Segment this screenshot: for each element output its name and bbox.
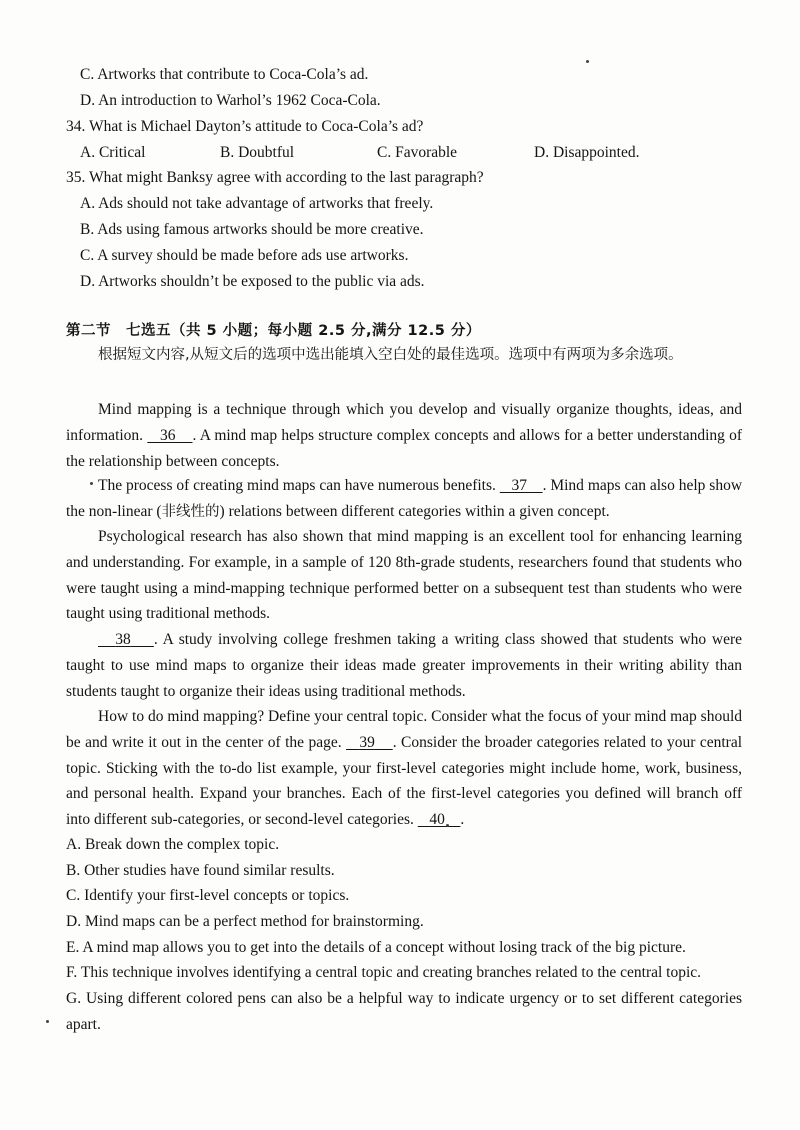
- blank-38-number: 38: [115, 631, 131, 648]
- paragraph-5-text-b: . Consider the broader categories related to your central topic. Sticking with the to-do list example, your first-level categories might include home, work, business, and personal health. Expand your branches. Each of the first-level categories you defined will branch off into different sub-categories, or second-level categories.: [66, 733, 743, 829]
- q33-option-d: D. An introduction to Warhol’s 1962 Coca-Cola.: [80, 92, 381, 109]
- option-g: G. Using different colored pens can also be a helpful way to indicate urgency or to set different categories apart.: [66, 990, 742, 1033]
- q35-option-d: D. Artworks shouldn’t be exposed to the public via ads.: [80, 273, 425, 290]
- blank-40-number: 40: [429, 811, 445, 829]
- q34-option-c: C. Favorable: [377, 144, 458, 161]
- section-instruction: 根据短文内容,从短文后的选项中选出能填入空白处的最佳选项。选项中有两项为多余选项。: [98, 347, 683, 363]
- scan-speck: [46, 1020, 49, 1023]
- scan-speck: [90, 482, 93, 485]
- option-e: E. A mind map allows you to get into the details of a concept without losing track of the big picture.: [66, 939, 686, 956]
- blank-36-number: 36: [160, 426, 176, 444]
- paragraph-2-text-a: The process of creating mind maps can have numerous benefits.: [98, 477, 496, 494]
- paragraph-2-text-b: . Mind maps can also help show the non-linear (: [66, 477, 743, 520]
- paragraph-1-text-b: . A mind map helps structure complex concepts and allows for a better understanding of the relationship between concepts.: [66, 426, 743, 470]
- paragraph-4: [66, 627, 742, 704]
- q34-option-a: A. Critical: [80, 144, 146, 161]
- option-d: D. Mind maps can be a perfect method for brainstorming.: [66, 913, 424, 930]
- blank-39: [346, 734, 393, 751]
- paragraph-1: [66, 397, 742, 474]
- q34-option-b: B. Doubtful: [220, 144, 295, 161]
- blank-36: [147, 427, 192, 444]
- q34-stem: 34. What is Michael Dayton’s attitude to Coca-Cola’s ad?: [66, 118, 424, 135]
- q35-option-c: C. A survey should be made before ads use artworks.: [80, 247, 409, 264]
- q35-option-a: A. Ads should not take advantage of artworks that freely.: [80, 195, 434, 212]
- q35-option-b: B. Ads using famous artworks should be more creative.: [80, 221, 424, 238]
- scan-speck: [446, 824, 449, 827]
- paragraph-2: [66, 473, 742, 526]
- blank-37-number: 37: [511, 477, 527, 494]
- paragraph-3: Psychological research has also shown that mind mapping is an excellent tool for enhancing learning and understanding. For example, in a sample of 120 8th-grade students, researchers found that students who were taught using a mind-mapping technique performed better on a subsequent test than students who were taught using traditional methods.: [66, 528, 742, 623]
- blank-40: [418, 811, 461, 828]
- q33-option-c: C. Artworks that contribute to Coca-Cola’s ad.: [80, 66, 369, 83]
- blank-39-number: 39: [359, 733, 375, 751]
- scan-speck: [586, 60, 589, 63]
- paragraph-2-chinese-gloss: 非线性的: [161, 503, 220, 520]
- option-f: F. This technique involves identifying a central topic and creating branches related to the central topic.: [66, 964, 702, 981]
- option-a: A. Break down the complex topic.: [66, 836, 280, 853]
- section-heading: 第二节 七选五（共 5 小题；每小题 2.5 分,满分 12.5 分）: [66, 323, 481, 339]
- option-c: C. Identify your first-level concepts or topics.: [66, 887, 350, 904]
- paragraph-5: [66, 704, 742, 833]
- blank-37: [500, 477, 543, 494]
- option-b: B. Other studies have found similar results.: [66, 862, 335, 879]
- q35-stem: 35. What might Banksy agree with according to the last paragraph?: [66, 169, 484, 186]
- blank-38: [98, 631, 154, 648]
- q34-option-d: D. Disappointed.: [534, 144, 640, 161]
- paragraph-5-text-c: .: [460, 811, 465, 829]
- paragraph-5-text-a: How to do mind mapping? Define your central topic. Consider what the focus of your mind map should be and write it out in the center of the page.: [66, 708, 742, 751]
- paragraph-4-text: . A study involving college freshmen taking a writing class showed that students who were taught to use mind maps to organize their ideas made greater improvements in their writing ability than students taught to organize their ideas using traditional methods.: [66, 631, 743, 700]
- paragraph-1-text-a: Mind mapping is a technique through which you develop and visually organize thoughts, ideas, and information.: [66, 401, 742, 444]
- paragraph-2-text-c: ) relations between different categories within a given concept.: [219, 502, 610, 520]
